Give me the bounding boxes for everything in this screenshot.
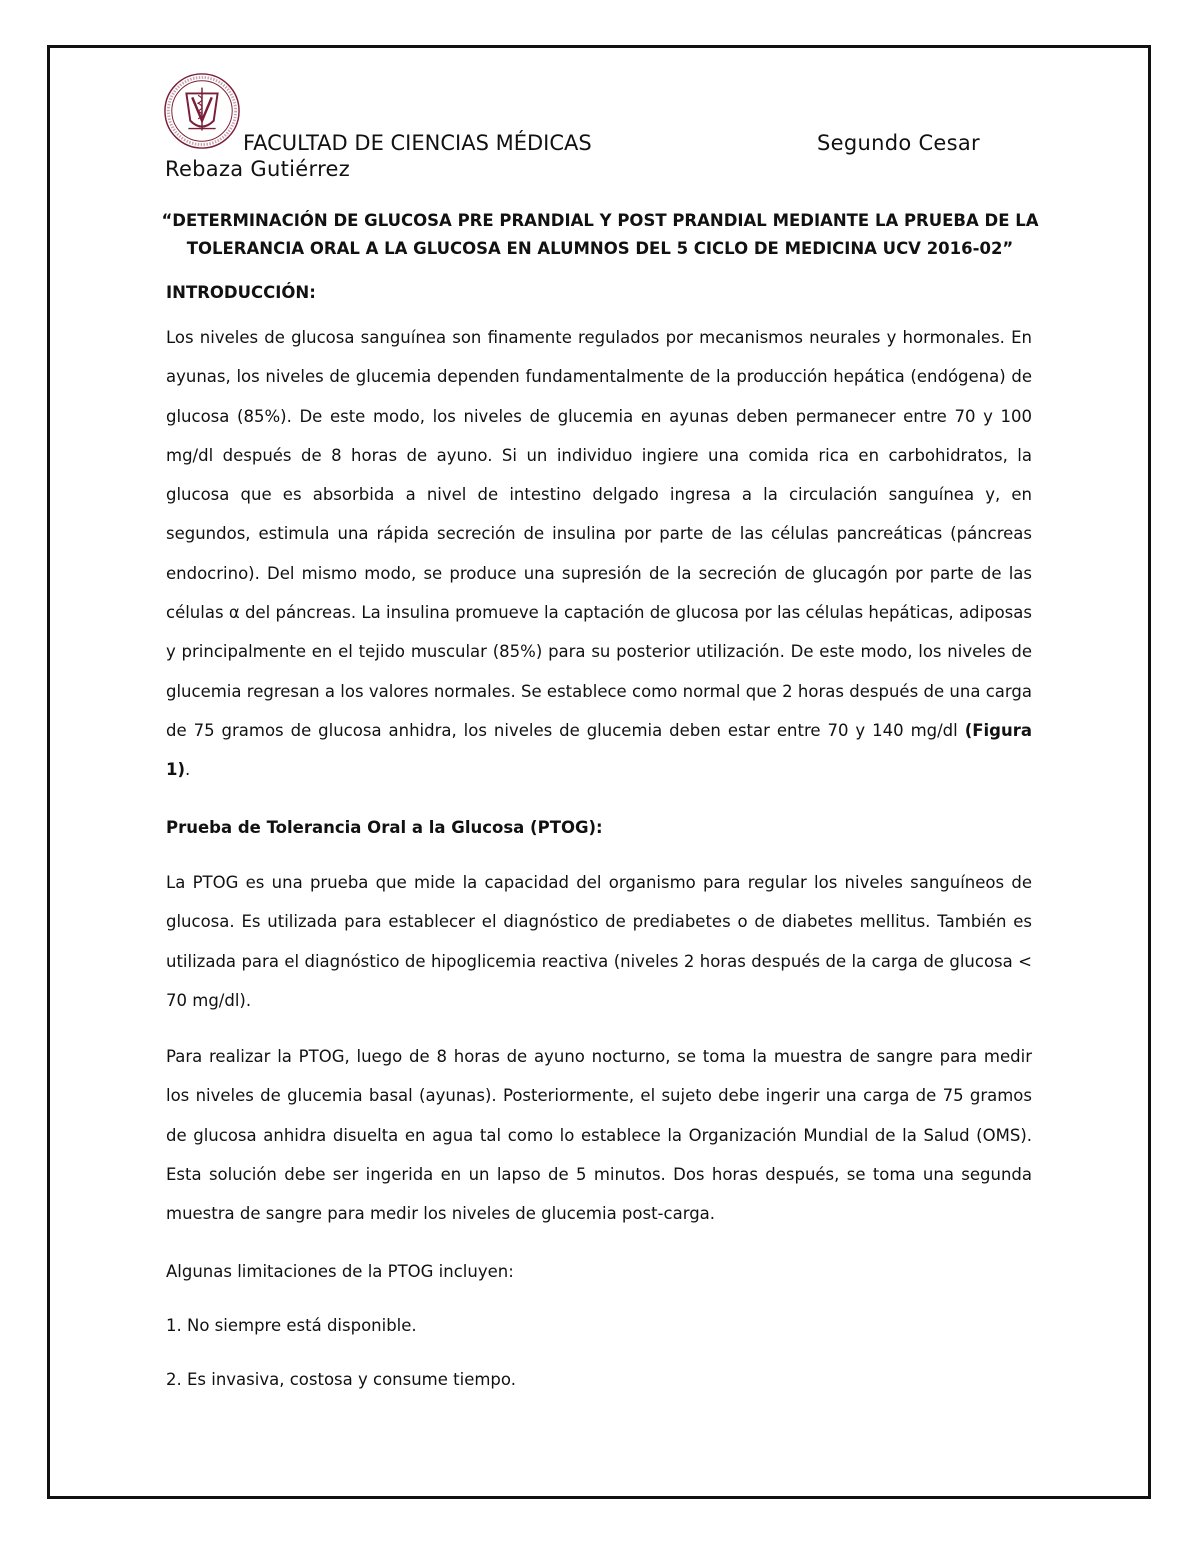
- limitation-item: 1. No siempre está disponible.: [166, 1316, 417, 1335]
- ptog-paragraph-1: La PTOG es una prueba que mide la capacidad del organismo para regular los niveles sanguíneos de glucosa. Es utilizada para establecer el diagnóstico de prediabetes o de diabetes mellitus. También es utilizada para el diagnóstico de hipoglicemia reactiva (niveles 2 horas después de la carga de glucosa < 70 mg/dl).: [166, 873, 1032, 1010]
- introduction-text: Los niveles de glucosa sanguínea son finamente regulados por mecanismos neurales y hormonales. En ayunas, los niveles de glucemia dependen fundamentalmente de la producción hepática (endógena) de glucosa (85%). De este modo, los niveles de glucemia en ayunas deben permanecer entre 70 y 100 mg/dl después de 8 horas de ayuno. Si un individuo ingiere una comida rica en carbohidratos, la glucosa que es absorbida a nivel de intestino delgado ingresa a la circulación sanguínea y, en segundos, estimula una rápida secreción de insulina por parte de las células pancreáticas (páncreas endocrino). Del mismo modo, se produce una supresión de la secreción de glucagón por parte de las células α del páncreas. La insulina promueve la captación de glucosa por las células hepáticas, adiposas y principalmente en el tejido muscular (85%) para su posterior utilización. De este modo, los niveles de glucemia regresan a los valores normales. Se establece como normal que 2 horas después de una carga de 75 gramos de glucosa anhidra, los niveles de glucemia deben estar entre 70 y 140 mg/dl: [166, 328, 1032, 740]
- ptog-heading: Prueba de Tolerancia Oral a la Glucosa (PTOG):: [166, 818, 603, 837]
- faculty-name: FACULTAD DE CIENCIAS MÉDICAS: [243, 130, 598, 156]
- figure-reference: (Figura 1): [166, 720, 1032, 780]
- limitations-intro: Algunas limitaciones de la PTOG incluyen:: [166, 1262, 514, 1281]
- document-title: [160, 207, 1040, 263]
- author-name: Segundo Cesar Rebaza Gutiérrez: [165, 131, 980, 181]
- limitation-item: 2. Es invasiva, costosa y consume tiempo.: [166, 1370, 516, 1389]
- title-line-1: “DETERMINACIÓN DE GLUCOSA PRE PRANDIAL Y POST PRANDIAL MEDIANTE LA PRUEBA DE LA: [161, 211, 1039, 230]
- introduction-heading: INTRODUCCIÓN:: [166, 283, 316, 302]
- ptog-paragraph-2: Para realizar la PTOG, luego de 8 horas de ayuno nocturno, se toma la muestra de sangre para medir los niveles de glucemia basal (ayunas). Posteriormente, el sujeto debe ingerir una carga de 75 gramos de glucosa anhidra disuelta en agua tal como lo establece la Organización Mundial de la Salud (OMS). Esta solución debe ser ingerida en un lapso de 5 minutos. Dos horas después, se toma una segunda muestra de sangre para medir los niveles de glucemia post-carga.: [166, 1047, 1032, 1224]
- title-line-2: TOLERANCIA ORAL A LA GLUCOSA EN ALUMNOS DEL 5 CICLO DE MEDICINA UCV 2016-02”: [186, 239, 1014, 258]
- introduction-end: .: [185, 760, 191, 780]
- introduction-paragraph: [166, 318, 1032, 790]
